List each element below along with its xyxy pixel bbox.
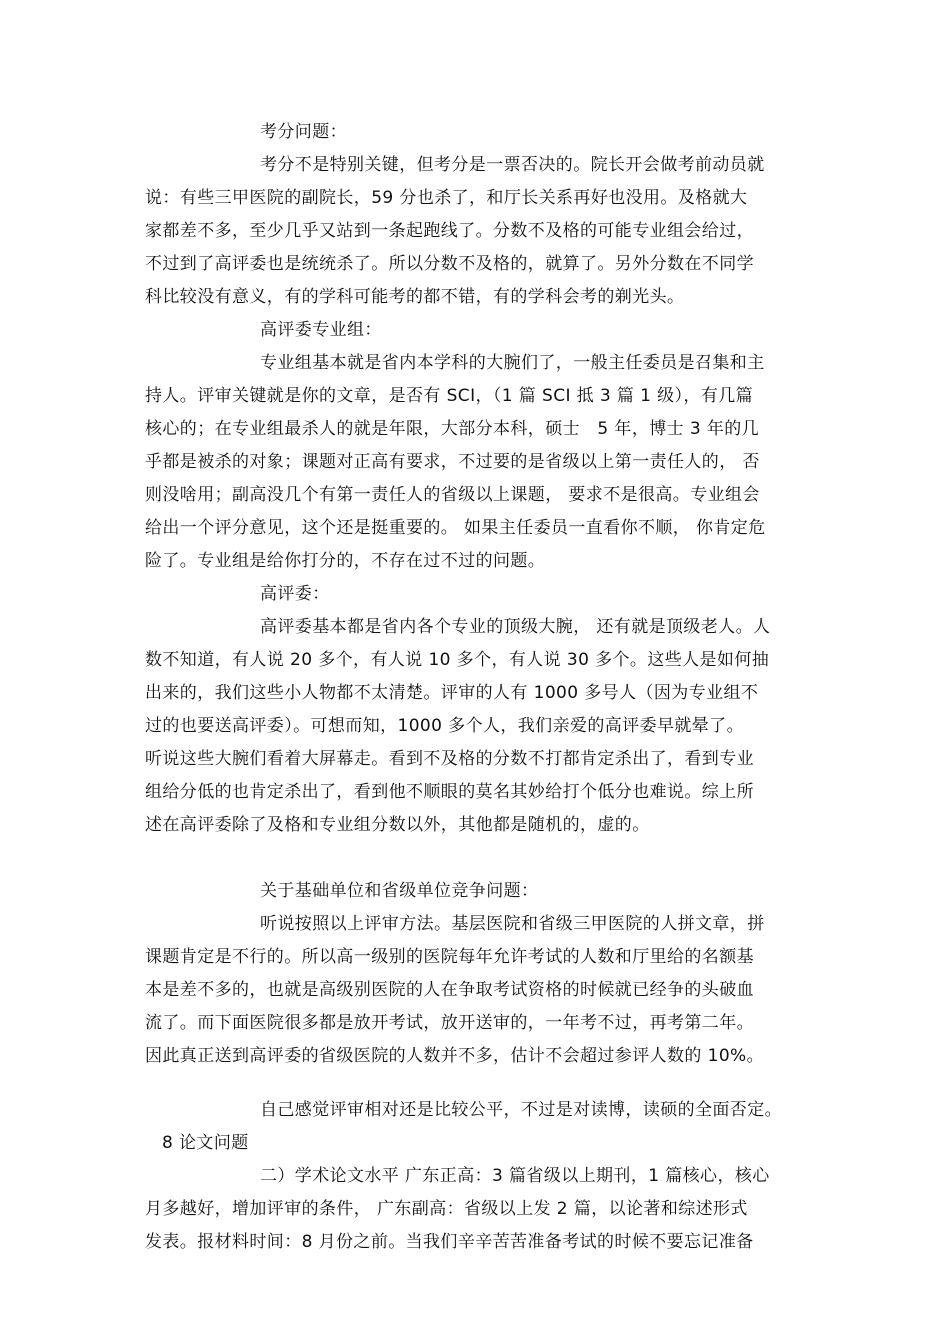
paragraph-line: 听说这些大腕们看着大屏幕走。看到不及格的分数不打都肯定杀出了，看到专业 <box>145 749 754 769</box>
paragraph-line: 流了。而下面医院很多都是放开考试，放开送审的，一年考不过，再考第二年。 <box>145 1013 754 1033</box>
paragraph-line: 持人。评审关键就是你的文章，是否有 SCI，（1 篇 SCI 抵 3 篇 1 级），有几篇 <box>145 386 754 406</box>
heading-score-issue: 考分问题： <box>260 122 347 142</box>
paragraph-line: 险了。专业组是给你打分的，不存在过不过的问题。 <box>145 551 546 571</box>
paragraph-line: 乎都是被杀的对象；课题对正高有要求，不过要的是省级以上第一责任人的， 否 <box>145 452 760 472</box>
paragraph-line: 高评委基本都是省内各个专业的顶级大腕， 还有就是顶级老人。人 <box>260 617 771 637</box>
heading-senior-committee: 高评委： <box>260 584 330 604</box>
paragraph-line: 组给分低的也肯定杀出了，看到他不顺眼的莫名其妙给打个低分也难说。综上所 <box>145 782 754 802</box>
paragraph-line: 家都差不多，至少几乎又站到一条起跑线了。分数不及格的可能专业组会给过， <box>145 221 754 241</box>
paragraph-line: 核心的；在专业组最杀人的就是年限，大部分本科，硕士 5 年，博士 3 年的几 <box>145 419 760 439</box>
paragraph-line: 科比较没有意义，有的学科可能考的都不错，有的学科会考的剃光头。 <box>145 287 685 307</box>
paragraph-line: 二）学术论文水平 广东正高：3 篇省级以上期刊，1 篇核心，核心 <box>260 1166 770 1186</box>
paragraph-line: 自己感觉评审相对还是比较公平，不过是对读博，读硕的全面否定。 <box>260 1100 782 1120</box>
paragraph-line: 专业组基本就是省内本学科的大腕们了，一般主任委员是召集和主 <box>260 353 765 373</box>
paragraph-line: 则没啥用；副高没几个有第一责任人的省级以上课题， 要求不是很高。专业组会 <box>145 485 760 505</box>
paragraph-line: 月多越好，增加评审的条件， 广东副高：省级以上发 2 篇，以论著和综述形式 <box>145 1199 748 1219</box>
paragraph-line: 述在高评委除了及格和专业组分数以外，其他都是随机的，虚的。 <box>145 815 650 835</box>
paragraph-line: 本是差不多的，也就是高级别医院的人在争取考试资格的时候就已经争的头破血 <box>145 980 754 1000</box>
paragraph-line: 考分不是特别关键，但考分是一票否决的。院长开会做考前动员就 <box>260 155 765 175</box>
paragraph-line: 数不知道，有人说 20 多个，有人说 10 多个，有人说 30 多个。这些人是如何抽 <box>145 650 770 670</box>
heading-expert-group: 高评委专业组： <box>260 320 382 340</box>
heading-competition: 关于基础单位和省级单位竞争问题： <box>260 881 539 901</box>
paragraph-line: 发表。报材料时间：8 月份之前。当我们辛辛苦苦准备考试的时候不要忘记准备 <box>145 1232 754 1252</box>
heading-papers: 8 论文问题 <box>162 1133 249 1153</box>
paragraph-line: 说：有些三甲医院的副院长，59 分也杀了，和厅长关系再好也没用。及格就大 <box>145 188 748 208</box>
paragraph-line: 过的也要送高评委）。可想而知，1000 多个人，我们亲爱的高评委早就晕了。 <box>145 716 744 736</box>
paragraph-line: 不过到了高评委也是统统杀了。所以分数不及格的，就算了。另外分数在不同学 <box>145 254 754 274</box>
paragraph-line: 因此真正送到高评委的省级医院的人数并不多，估计不会超过参评人数的 10%。 <box>145 1046 764 1066</box>
paragraph-line: 听说按照以上评审方法。基层医院和省级三甲医院的人拼文章，拼 <box>260 914 765 934</box>
paragraph-line: 给出一个评分意见，这个还是挺重要的。 如果主任委员一直看你不顺， 你肯定危 <box>145 518 766 538</box>
paragraph-line: 课题肯定是不行的。所以高一级别的医院每年允许考试的人数和厅里给的名额基 <box>145 947 754 967</box>
paragraph-line: 出来的，我们这些小人物都不太清楚。评审的人有 1000 多号人（因为专业组不 <box>145 683 759 703</box>
